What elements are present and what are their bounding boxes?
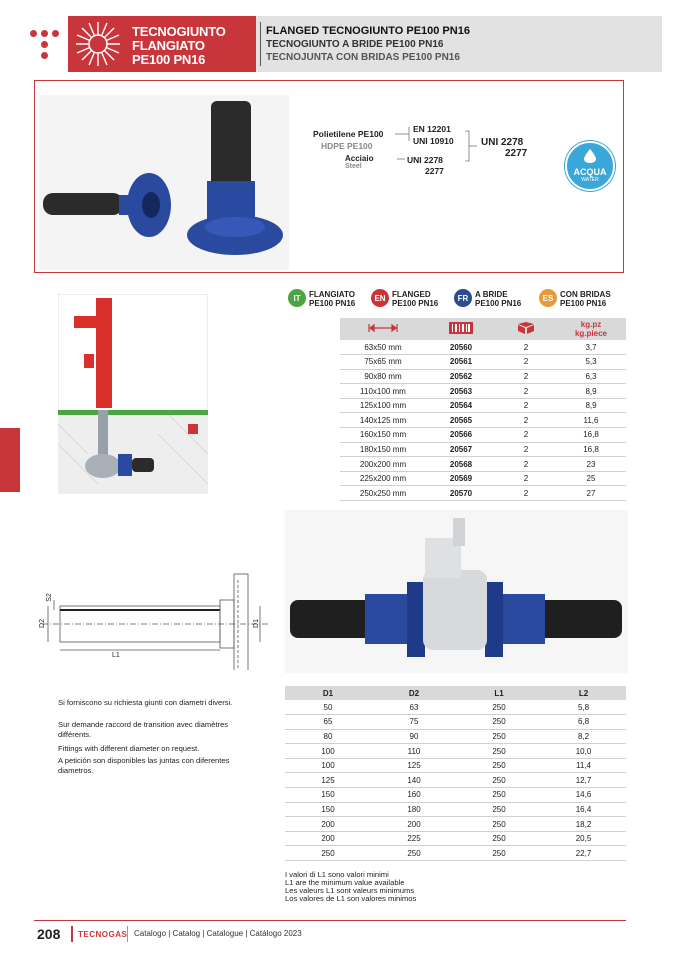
page-number: 208 [37, 926, 61, 942]
dimensions-table [285, 686, 626, 861]
table-cell: 20570 [426, 486, 496, 501]
d1-column-header: D1 [285, 686, 371, 700]
table-cell: 250 [457, 729, 541, 744]
weight-column-header [556, 318, 626, 340]
table-row [340, 442, 626, 457]
water-drop-icon [584, 149, 596, 163]
table-row [340, 369, 626, 384]
lang-es-label [560, 290, 611, 308]
section-side-tab [0, 428, 20, 492]
lang-it-line1: FLANGIATO [309, 290, 355, 299]
table-row [340, 398, 626, 413]
lang-fr-line2: PE100 PN16 [475, 299, 522, 308]
table-cell: 20,5 [541, 831, 626, 846]
box-icon [516, 322, 536, 334]
table-cell: 75 [371, 715, 457, 730]
table-cell: 200 [285, 831, 371, 846]
table-cell: 90 [371, 729, 457, 744]
table-cell: 225 [371, 831, 457, 846]
uni-main-label-1: UNI 2278 [481, 137, 524, 148]
table-cell: 6,3 [556, 369, 626, 384]
table-row [340, 355, 626, 370]
table-cell: 75x65 mm [340, 355, 426, 370]
barcode-icon [449, 322, 473, 334]
table-cell: 80 [285, 729, 371, 744]
min-note-es: Los valores de L1 son valores minimos [285, 894, 417, 903]
min-note-en: L1 are the minimum value available [285, 878, 405, 887]
table-cell: 225x200 mm [340, 471, 426, 486]
footer-separator-2 [127, 926, 128, 942]
header-title-es: TECNOJUNTA CON BRIDAS PE100 PN16 [266, 52, 460, 63]
codes-table [340, 318, 626, 501]
note-it: Si forniscono su richiesta giunti con diametri diversi. [58, 698, 233, 707]
table-row [340, 471, 626, 486]
table-cell: 125 [285, 773, 371, 788]
table-cell: 2 [496, 398, 556, 413]
table-cell: 20566 [426, 428, 496, 443]
table-row [285, 758, 626, 773]
note-fr: Sur demande raccord de transition avec diamètres différents. [58, 720, 229, 739]
lang-en-badge: EN [371, 289, 389, 307]
table-cell: 250x250 mm [340, 486, 426, 501]
table-row [340, 384, 626, 399]
codes-table-header [340, 318, 626, 340]
en-12201-label: EN 12201 [413, 124, 451, 134]
table-cell: 10,0 [541, 744, 626, 759]
size-column-header [340, 318, 426, 340]
uni-main-label-2: 2277 [505, 148, 528, 159]
table-cell: 20562 [426, 369, 496, 384]
header-title-line-1: TECNOGIUNTO [132, 24, 226, 39]
table-cell: 50 [285, 700, 371, 715]
starburst-icon [74, 20, 122, 68]
table-cell: 180 [371, 802, 457, 817]
table-cell: 125x100 mm [340, 398, 426, 413]
table-cell: 6,8 [541, 715, 626, 730]
page-header [22, 16, 662, 72]
table-cell: 11,6 [556, 413, 626, 428]
table-cell: 100 [285, 744, 371, 759]
table-cell: 63 [371, 700, 457, 715]
table-cell: 200 [371, 817, 457, 832]
table-cell: 20563 [426, 384, 496, 399]
table-cell: 20569 [426, 471, 496, 486]
table-row [285, 846, 626, 861]
steel-label: Steel [345, 163, 362, 170]
table-row [285, 729, 626, 744]
weight-header-2: kg.piece [574, 329, 607, 338]
table-row [340, 413, 626, 428]
table-cell: 63x50 mm [340, 340, 426, 355]
min-note-fr: Les valeurs L1 sont valeurs minimums [285, 886, 415, 895]
footer-brand: TECNOGAS [78, 930, 128, 939]
table-cell: 23 [556, 457, 626, 472]
min-note-it: I valori di L1 sono valori minimi [285, 870, 389, 879]
lang-fr-line1: A BRIDE [475, 290, 508, 299]
table-cell: 5,8 [541, 700, 626, 715]
table-cell: 125 [371, 758, 457, 773]
table-cell: 150 [285, 788, 371, 803]
technical-drawing [38, 570, 278, 670]
header-divider [260, 22, 261, 66]
table-row [285, 715, 626, 730]
tecnogas-logo-icon [22, 16, 68, 72]
table-row [340, 340, 626, 355]
lang-it-label [309, 290, 355, 308]
product-box [34, 80, 624, 273]
acqua-water-badge [565, 141, 615, 191]
table-row [285, 817, 626, 832]
table-cell: 250 [285, 846, 371, 861]
table-row [285, 802, 626, 817]
table-cell: 8,9 [556, 398, 626, 413]
table-cell: 90x80 mm [340, 369, 426, 384]
table-cell: 65 [285, 715, 371, 730]
note-es: A petición son disponibles las juntas con diferentes diametros. [58, 756, 230, 775]
header-title-en: FLANGED TECNOGIUNTO PE100 PN16 [266, 25, 470, 37]
table-cell: 250 [457, 758, 541, 773]
header-title-line-2: FLANGIATO [132, 38, 205, 53]
table-cell: 250 [457, 700, 541, 715]
lang-es-line2: PE100 PN16 [560, 299, 607, 308]
table-cell: 20564 [426, 398, 496, 413]
l2-column-header: L2 [541, 686, 626, 700]
lang-it-badge: IT [288, 289, 306, 307]
table-cell: 20565 [426, 413, 496, 428]
table-cell: 5,3 [556, 355, 626, 370]
water-text: WATER [581, 177, 599, 183]
table-cell: 140 [371, 773, 457, 788]
table-row [285, 788, 626, 803]
drawing-label-d1: D1 [252, 619, 260, 628]
lang-en-line1: FLANGED [392, 290, 431, 299]
table-cell: 25 [556, 471, 626, 486]
valve-installation-photo [285, 510, 628, 673]
table-cell: 110x100 mm [340, 384, 426, 399]
table-cell: 22,7 [541, 846, 626, 861]
pe100-label: Polietilene PE100 [313, 129, 384, 139]
footer-separator [71, 926, 73, 942]
table-row [285, 773, 626, 788]
table-cell: 160 [371, 788, 457, 803]
drawing-label-s2: S2 [45, 593, 53, 602]
dimension-arrow-icon [368, 323, 398, 333]
table-cell: 16,8 [556, 442, 626, 457]
table-cell: 2 [496, 442, 556, 457]
table-cell: 250 [457, 715, 541, 730]
dimensions-table-header [285, 686, 626, 700]
uni-2278-label: UNI 2278 [407, 155, 443, 165]
table-cell: 250 [457, 831, 541, 846]
table-cell: 100 [285, 758, 371, 773]
package-column-header [496, 318, 556, 340]
weight-header-1: kg.pz [580, 320, 602, 329]
table-cell: 2 [496, 471, 556, 486]
table-cell: 250 [457, 788, 541, 803]
table-row [285, 831, 626, 846]
lang-it-line2: PE100 PN16 [309, 299, 356, 308]
uni-2277-label: 2277 [425, 166, 444, 176]
table-row [340, 428, 626, 443]
table-cell: 2 [496, 355, 556, 370]
lang-fr-label [475, 290, 521, 308]
table-cell: 2 [496, 486, 556, 501]
table-cell: 250 [457, 802, 541, 817]
table-row [285, 700, 626, 715]
table-cell: 20567 [426, 442, 496, 457]
table-cell: 2 [496, 340, 556, 355]
table-cell: 8,2 [541, 729, 626, 744]
table-cell: 200 [285, 817, 371, 832]
table-cell: 2 [496, 428, 556, 443]
lang-fr-badge: FR [454, 289, 472, 307]
table-cell: 250 [371, 846, 457, 861]
table-cell: 200x200 mm [340, 457, 426, 472]
table-cell: 12,7 [541, 773, 626, 788]
header-red-block [68, 16, 256, 72]
table-cell: 2 [496, 457, 556, 472]
header-title-line-3: PE100 PN16 [132, 52, 206, 67]
table-row [340, 457, 626, 472]
lang-en-label [392, 290, 438, 308]
footer-divider [34, 920, 626, 921]
acciaio-label: Acciaio [345, 154, 374, 163]
footer-catalog: Catalogo | Catalog | Catalogue | Catálogo 2023 [134, 929, 302, 938]
table-row [340, 486, 626, 501]
table-cell: 20561 [426, 355, 496, 370]
acqua-text: ACQUA [573, 167, 607, 177]
code-column-header [426, 318, 496, 340]
table-cell: 27 [556, 486, 626, 501]
drawing-label-l1: L1 [112, 652, 120, 659]
lang-es-badge: ES [539, 289, 557, 307]
table-cell: 250 [457, 744, 541, 759]
header-title-fr: TECNOGIUNTO A BRIDE PE100 PN16 [266, 39, 444, 50]
table-cell: 250 [457, 817, 541, 832]
table-cell: 160x150 mm [340, 428, 426, 443]
table-cell: 16,4 [541, 802, 626, 817]
table-cell: 11,4 [541, 758, 626, 773]
table-cell: 2 [496, 413, 556, 428]
lang-en-line2: PE100 PN16 [392, 299, 439, 308]
table-cell: 110 [371, 744, 457, 759]
table-cell: 16,8 [556, 428, 626, 443]
table-cell: 20568 [426, 457, 496, 472]
table-cell: 180x150 mm [340, 442, 426, 457]
l1-column-header: L1 [457, 686, 541, 700]
table-cell: 250 [457, 773, 541, 788]
table-cell: 14,6 [541, 788, 626, 803]
table-cell: 150 [285, 802, 371, 817]
table-cell: 2 [496, 384, 556, 399]
hdpe-label: HDPE PE100 [321, 141, 373, 151]
lang-es-line1: CON BRIDAS [560, 290, 611, 299]
table-cell: 20560 [426, 340, 496, 355]
uni-10910-label: UNI 10910 [413, 136, 454, 146]
table-cell: 140x125 mm [340, 413, 426, 428]
table-cell: 8,9 [556, 384, 626, 399]
table-cell: 18,2 [541, 817, 626, 832]
table-cell: 3,7 [556, 340, 626, 355]
d2-column-header: D2 [371, 686, 457, 700]
product-photo [39, 95, 289, 270]
drawing-label-d2: D2 [38, 619, 46, 628]
table-row [285, 744, 626, 759]
hydrant-installation-illustration [58, 294, 208, 494]
table-cell: 2 [496, 369, 556, 384]
table-cell: 250 [457, 846, 541, 861]
note-en: Fittings with different diameter on request. [58, 744, 200, 753]
